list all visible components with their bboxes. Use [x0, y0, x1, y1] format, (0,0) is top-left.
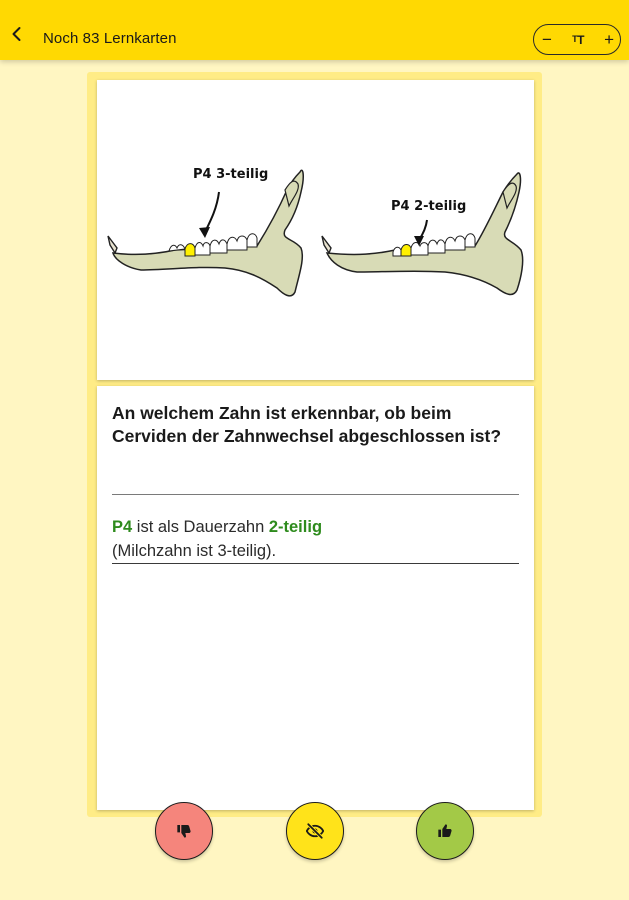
left-jaw — [108, 167, 303, 296]
font-size-icon: T T — [572, 32, 584, 47]
font-size-control — [533, 24, 621, 55]
answer-highlight-tooth: P4 — [112, 518, 133, 536]
answer-line-2: (Milchzahn ist 3-teilig). — [112, 539, 519, 564]
app-header — [0, 0, 629, 60]
answer-text — [112, 515, 519, 564]
reveal-toggle-button[interactable] — [286, 802, 344, 860]
chevron-left-icon — [10, 26, 24, 42]
back-button[interactable] — [4, 21, 30, 47]
card-content — [97, 386, 534, 810]
left-jaw-label: P4 3-teilig — [193, 167, 269, 182]
like-button[interactable] — [416, 802, 474, 860]
right-jaw-label: P4 2-teilig — [391, 199, 467, 214]
right-jaw — [322, 173, 523, 295]
jaw-illustration — [97, 80, 534, 380]
eye-off-icon — [306, 822, 324, 840]
question-text: An welchem Zahn ist erkennbar, ob beim Cerviden der Zahnwechsel abgeschlossen ist? — [112, 403, 502, 446]
answer-mid: ist als Dauerzahn — [132, 518, 269, 536]
dislike-button[interactable] — [155, 802, 213, 860]
answer-highlight-type: 2-teilig — [268, 518, 323, 536]
divider — [112, 494, 519, 495]
card-image — [97, 80, 534, 380]
thumbs-down-icon — [176, 823, 192, 839]
thumbs-up-icon — [437, 823, 453, 839]
font-increase-button[interactable]: + — [604, 30, 614, 49]
font-decrease-button[interactable]: − — [542, 30, 552, 49]
page-title: Noch 83 Lernkarten — [43, 30, 177, 47]
